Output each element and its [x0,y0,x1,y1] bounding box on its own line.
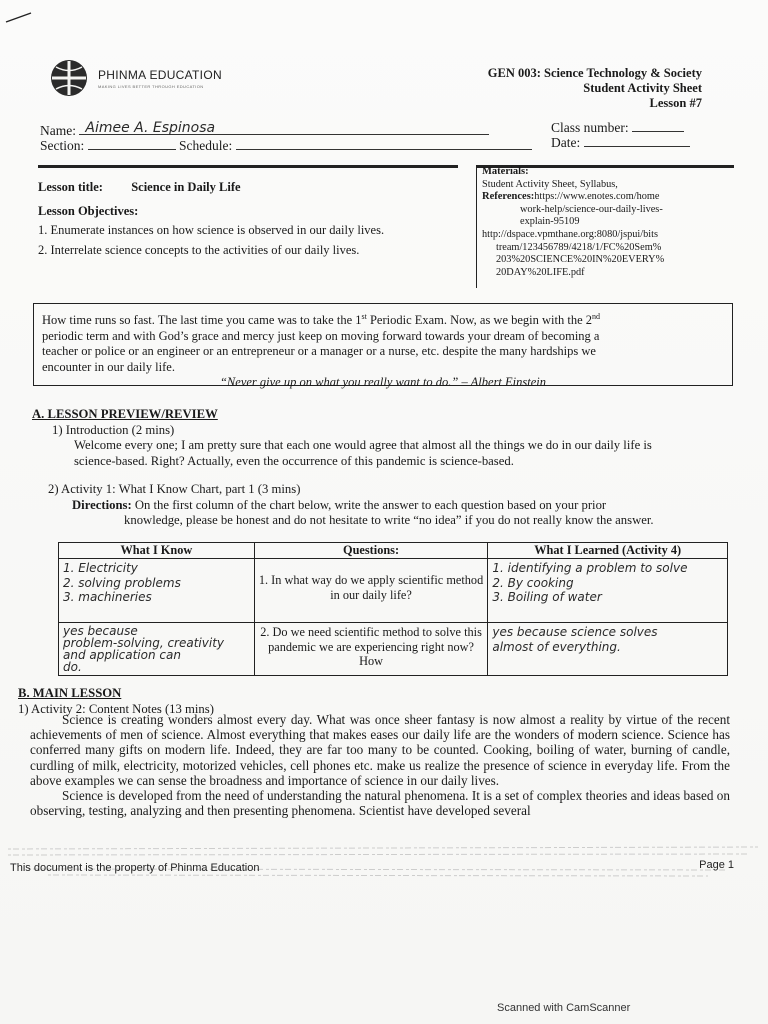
know-answer-2[interactable]: yes because problem-solving, creativity and application can do. [59,623,255,676]
reference-line: 20DAY%20LIFE.pdf [496,266,585,278]
content-notes [30,712,730,818]
camscanner-watermark: Scanned with CamScanner [497,1002,631,1014]
motivation-line-3: teacher or police or an engineer or an entrepreneur or a manager or a nurse, etc. despite the many hardships we [42,344,596,359]
col-what-i-learned: What I Learned (Activity 4) [488,543,728,559]
reference-line: work-help/science-our-daily-lives- [520,203,663,215]
section-a-heading: A. LESSON PREVIEW/REVIEW [32,407,218,421]
motivation-line-2: periodic term and with God’s grace and mercy just keep on moving forward towards your dream of becoming a [42,328,600,343]
pen-mark [4,10,34,24]
logo-tagline: MAKING LIVES BETTER THROUGH EDUCATION [98,83,204,89]
einstein-quote: “Never give up on what you really want to do.” – Albert Einstein [219,375,546,390]
lesson-title-label: Lesson title: [38,180,103,194]
kwl-header-row [59,543,728,559]
phinma-emblem-icon [46,58,92,98]
reference-line: tream/123456789/4218/1/FC%20Sem% [496,241,662,253]
course-header [488,66,702,111]
directions-label: Directions: [72,497,132,512]
schedule-field[interactable] [236,137,532,150]
col-what-i-know: What I Know [59,543,255,559]
name-label: Name: [40,123,76,138]
motivation-line-1: How time runs so fast. The last time you came was to take the 1st Periodic Exam. Now, as we begin with the 2nd [42,312,601,328]
table-row [59,559,728,623]
table-row [59,623,728,676]
objectives-label: Lesson Objectives: [38,204,139,218]
class-number-label: Class number: [551,120,629,135]
objective-1: 1. Enumerate instances on how science is observed in our daily lives. [38,223,385,237]
intro-text-2: science-based. Right? Actually, even the occurrence of this pandemic is science-based. [74,453,514,468]
name-value: Aimee A. Espinosa [85,120,216,136]
section-b-heading: B. MAIN LESSON [18,686,122,700]
materials-label: Materials: [482,166,529,177]
materials-box [482,166,732,279]
lesson-title-value: Science in Daily Life [131,180,241,194]
reference-line: http://dspace.vpmthane.org:8080/jspui/bits [482,228,658,240]
materials-value: Student Activity Sheet, Syllabus, [482,178,618,190]
lesson-number: Lesson #7 [649,96,702,110]
activity-2-item: 1) Activity 2: Content Notes (13 mins) [18,701,214,716]
divider-vertical [476,168,477,288]
reference-line: https://www.enotes.com/home [534,191,660,203]
footer-page-number: Page 1 [699,859,734,871]
reference-line: explain-95109 [520,216,580,228]
directions-line-1: Directions: On the first column of the chart below, write the answer to each question based on your prior [72,497,607,512]
section-a [32,407,732,529]
question-2: 2. Do we need scientific method to solve this pandemic we are experiencing right now? How [254,623,488,676]
date-field[interactable] [584,134,690,147]
schedule-label: Schedule: [179,138,233,153]
motivation-box [33,303,733,390]
class-number-field[interactable] [632,119,684,132]
notes-paragraph-1: Science is creating wonders almost every day. What was once sheer fantasy is now almost a reality by virtue of the recent achievements of men of science. Almost everything that makes eases our daily life are the wonders of modern science. Science has conferred many gifts on modern life. Indeed, they are far too many to be counted. Cooking, boiling of water, burning of candle, curdling of milk, electricity, motorized vehicles, cell phones etc. make us realize the presence of science in everyday life. From the above examples we can sense the broadness and importance of science in our daily lives. [30,712,730,788]
learned-answer-1[interactable]: 1. identifying a problem to solve 2. By cooking 3. Boiling of water [488,559,728,623]
sheet-title: Student Activity Sheet [583,81,702,95]
objective-2: 2. Interrelate science concepts to the activities of our daily lives. [38,243,360,257]
section-label: Section: [40,138,85,153]
references-label: References: [482,191,535,203]
divider-left [38,165,458,168]
reference-line: 203%20SCIENCE%20IN%20EVERY% [496,254,665,266]
kwl-chart [58,542,728,676]
motivation-line-4: encounter in our daily life. [42,359,175,374]
learned-answer-2[interactable]: yes because science solves almost of everything. [488,623,728,676]
directions-line-2: knowledge, please be honest and do not hesitate to write “no idea” if you do not really know the answer. [124,513,654,527]
phinma-logo [46,58,222,98]
lesson-info [38,180,468,258]
notes-paragraph-2: Science is developed from the need of understanding the natural phenomena. It is a set of complex theories and ideas based on observing, testing, analyzing and then presenting phenomena. Scientist have developed several [30,788,730,819]
course-title: GEN 003: Science Technology & Society [487,66,702,80]
know-answer-1[interactable]: 1. Electricity 2. solving problems 3. machineries [59,559,255,623]
activity-1-item: 2) Activity 1: What I Know Chart, part 1 (3 mins) [48,482,301,496]
col-questions: Questions: [254,543,488,559]
footer-property: This document is the property of Phinma Education [10,862,260,874]
introduction-item: 1) Introduction (2 mins) [52,422,175,437]
date-row [551,134,690,151]
logo-name: PHINMA EDUCATION [98,67,222,82]
date-label: Date: [551,135,581,150]
section-field[interactable] [88,137,176,150]
intro-text-1: Welcome every one; I am pretty sure that each one would agree that almost all the things we do in our daily life is [74,438,652,452]
question-1: 1. In what way do we apply scientific method in our daily life? [254,559,488,623]
name-field[interactable] [79,122,489,135]
section-row [40,137,532,154]
